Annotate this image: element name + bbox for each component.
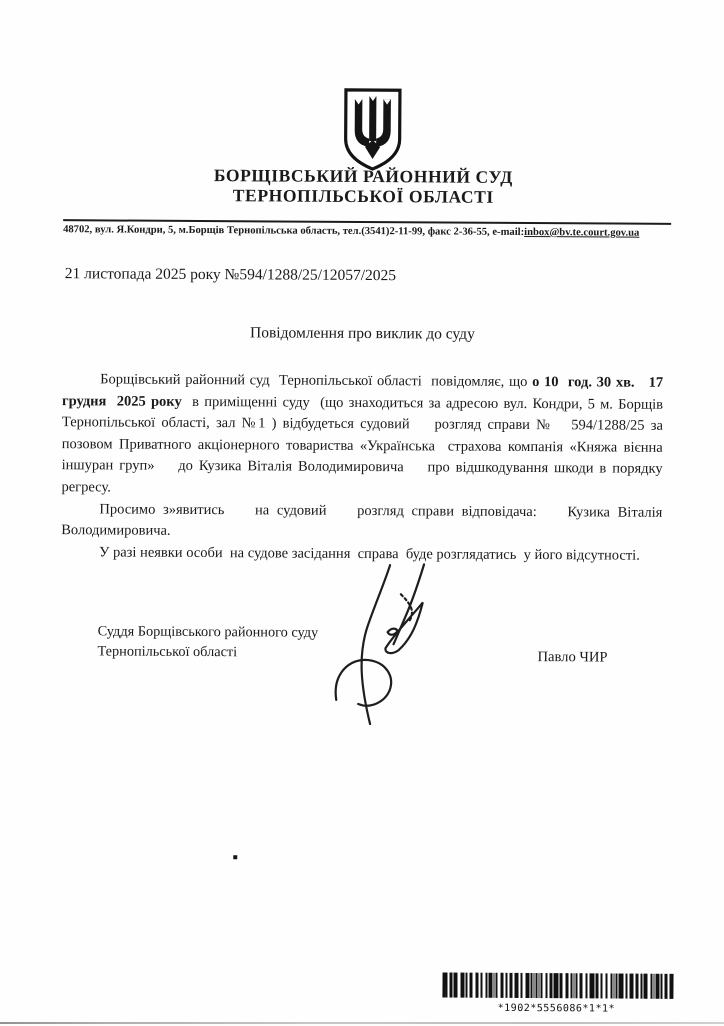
body-paragraph-2: Просимо з»явитись на судовий розгляд справи відповідача: Кузика Віталія Володимировича.: [61, 500, 667, 539]
court-name-line1: БОРЩІВСЬКИЙ РАЙОННИЙ СУД: [213, 165, 513, 187]
court-name-line2: ТЕРНОПІЛЬСЬКОЇ ОБЛАСТІ: [232, 184, 494, 207]
scan-artifact-dot: [233, 855, 237, 859]
court-email: inbox@bv.te.court.gov.ua: [524, 226, 640, 239]
p1-hearing-datetime: о 10 год. 30 хв. 17 грудня 2025 року: [61, 374, 667, 410]
judge-name: Павло ЧИР: [537, 649, 608, 666]
body-paragraph-1: [61, 369, 667, 502]
judge-signature: [323, 560, 489, 729]
document-body: [61, 369, 667, 567]
barcode: [442, 973, 673, 999]
judge-role-line1: Суддя Борщівського районного суду: [97, 623, 319, 641]
court-name: [1, 165, 724, 208]
document-title: Повідомлення про виклик до суду: [250, 324, 475, 343]
court-address-text: 48702, вул. Я.Кондри, 5, м.Борщів Тернопільська область, тел.(3541)2-11-99, факс 2-36-55, e-mail:: [63, 224, 525, 238]
judge-role: [97, 621, 318, 662]
document-date-number: 21 листопада 2025 року №594/1288/25/12057/2025: [64, 265, 397, 285]
p1-text-after: в приміщенні суду (що знаходиться за адресою вул. Кондри, 5 м. Борщів Тернопільської області, зал №1 ) відбудеться судовий розгляд справи № 594/1288/25 за позовом Приватного акціонерного товариства «Українська страхова компанія «Княжа вієнна іншуран груп» до Кузика Віталія Володимировича про відшкодування шкоди в порядку регресу.: [61, 393, 667, 496]
barcode-text: *1902*5556086*1*1*: [494, 1003, 619, 1015]
ukraine-trident-icon: [338, 87, 407, 172]
court-address: [63, 224, 675, 239]
body-paragraph-3: У разі неявки особи на судове засідання справа буде розглядатись у його відсутності.: [99, 544, 640, 564]
p1-text-before: Борщівський районний суд Тернопільської області повідомляє, що: [100, 371, 533, 391]
judge-role-line2: Тернопільської області: [97, 643, 238, 661]
barcode-block: [442, 973, 670, 1017]
